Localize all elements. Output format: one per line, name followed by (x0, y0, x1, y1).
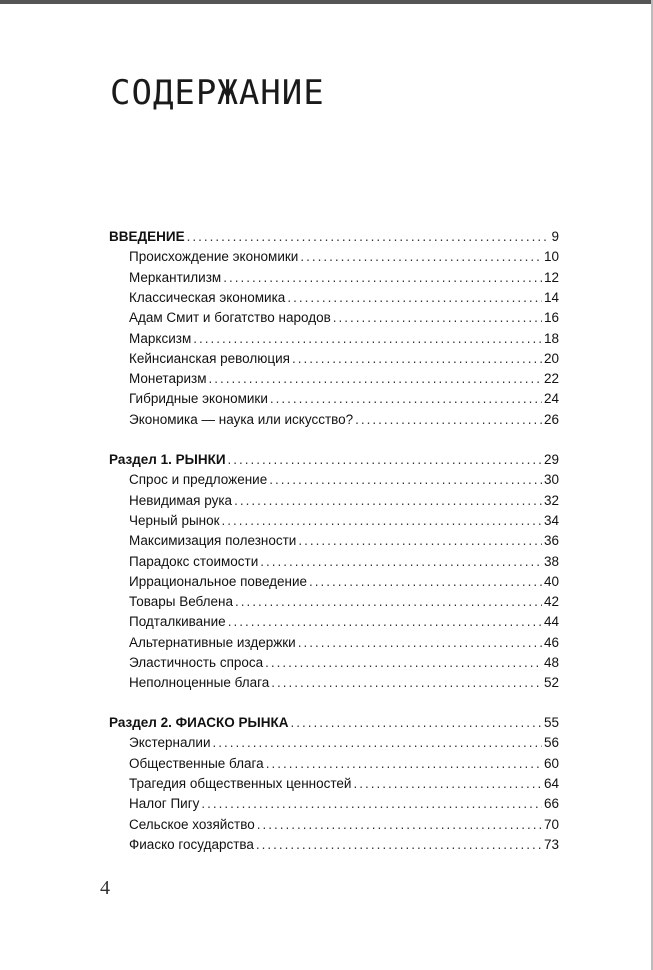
dot-leader (222, 513, 542, 528)
entry-page-number: 29 (543, 452, 559, 467)
toc-section-heading[interactable] (109, 229, 559, 249)
entry-page-number: 60 (543, 756, 559, 771)
dot-leader (292, 351, 542, 366)
entry-page-number: 55 (543, 715, 559, 730)
dot-leader (269, 472, 542, 487)
toc-entry[interactable] (129, 776, 559, 796)
entry-title: Марксизм (129, 331, 192, 346)
entry-title: Трагедия общественных ценностей (129, 776, 352, 791)
dot-leader (309, 574, 542, 589)
dot-leader (187, 229, 550, 244)
dot-leader (256, 837, 542, 852)
dot-leader (208, 371, 541, 386)
entry-page-number: 30 (543, 472, 559, 487)
entry-title: Невидимая рука (129, 493, 233, 508)
entry-title: Кейнсианская революция (129, 351, 290, 366)
entry-page-number: 16 (543, 310, 559, 325)
dot-leader (212, 735, 541, 750)
dot-leader (257, 817, 542, 832)
dot-leader (201, 796, 542, 811)
entry-title: Налог Пигу (129, 796, 200, 811)
entry-page-number: 70 (543, 817, 559, 832)
top-border (0, 0, 653, 4)
entry-title: Гибридные экономики (129, 391, 268, 406)
entry-title: Адам Смит и богатство народов (129, 310, 331, 325)
entry-page-number: 12 (543, 270, 559, 285)
entry-page-number: 48 (543, 655, 559, 670)
dot-leader (228, 452, 542, 467)
entry-title: Подталкивание (129, 614, 226, 629)
toc-entry[interactable] (129, 249, 559, 269)
entry-title: Черный рынок (129, 513, 220, 528)
toc-entry[interactable] (129, 796, 559, 816)
entry-page-number: 20 (543, 351, 559, 366)
toc-entry[interactable] (129, 655, 559, 675)
entry-page-number: 56 (543, 735, 559, 750)
entry-page-number: 22 (543, 371, 559, 386)
entry-page-number: 52 (543, 675, 559, 690)
entry-title: Спрос и предложение (129, 472, 268, 487)
toc-entry[interactable] (129, 493, 559, 513)
toc-entry[interactable] (129, 351, 559, 371)
toc-entry[interactable] (129, 533, 559, 553)
entry-page-number: 9 (551, 229, 559, 244)
dot-leader (298, 635, 542, 650)
toc-entry[interactable] (129, 331, 559, 351)
toc-entry[interactable] (129, 837, 559, 857)
dot-leader (287, 290, 542, 305)
entry-page-number: 38 (543, 554, 559, 569)
entry-title: Товары Веблена (129, 594, 234, 609)
entry-page-number: 73 (543, 837, 559, 852)
dot-leader (300, 249, 542, 264)
entry-title: Неполноценные блага (129, 675, 270, 690)
dot-leader (333, 310, 542, 325)
toc-entry[interactable] (129, 614, 559, 634)
entry-title: Происхождение экономики (129, 249, 299, 264)
entry-page-number: 42 (543, 594, 559, 609)
entry-page-number: 10 (543, 249, 559, 264)
entry-page-number: 40 (543, 574, 559, 589)
dot-leader (270, 391, 542, 406)
entry-page-number: 32 (543, 493, 559, 508)
entry-title: Фиаско государства (129, 837, 254, 852)
entry-title: Экономика — наука или искусство? (129, 412, 354, 427)
entry-page-number: 18 (543, 331, 559, 346)
toc-entry[interactable] (129, 635, 559, 655)
dot-leader (353, 776, 542, 791)
toc-entry[interactable] (129, 513, 559, 533)
entry-title: Эластичность спроса (129, 655, 264, 670)
entry-title: Парадокс стоимости (129, 554, 259, 569)
entry-page-number: 36 (543, 533, 559, 548)
toc-entry[interactable] (129, 412, 559, 432)
dot-leader (193, 331, 542, 346)
dot-leader (234, 493, 542, 508)
entry-title: Меркантилизм (129, 270, 222, 285)
entry-page-number: 34 (543, 513, 559, 528)
toc-entry[interactable] (129, 310, 559, 330)
page-number: 4 (100, 877, 110, 899)
entry-title: Классическая экономика (129, 290, 286, 305)
entry-page-number: 44 (543, 614, 559, 629)
entry-title: Альтернативные издержки (129, 635, 296, 650)
toc-entry[interactable] (129, 756, 559, 776)
toc-entry[interactable] (129, 594, 559, 614)
toc-entry[interactable] (129, 472, 559, 492)
toc-entry[interactable] (129, 735, 559, 755)
dot-leader (266, 756, 542, 771)
entry-title: Общественные блага (129, 756, 264, 771)
dot-leader (260, 554, 542, 569)
entry-page-number: 26 (543, 412, 559, 427)
toc-entry[interactable] (129, 270, 559, 290)
entry-page-number: 46 (543, 635, 559, 650)
entry-title: Максимизация полезности (129, 533, 297, 548)
dot-leader (298, 533, 542, 548)
entry-page-number: 24 (543, 391, 559, 406)
entry-title: ВВЕДЕНИЕ (109, 229, 185, 244)
dot-leader (271, 675, 542, 690)
entry-title: Сельское хозяйство (129, 817, 255, 832)
toc-section-heading[interactable] (109, 452, 559, 472)
dot-leader (228, 614, 542, 629)
dot-leader (290, 715, 542, 730)
toc-entry[interactable] (129, 554, 559, 574)
toc-entry[interactable] (129, 391, 559, 411)
entry-title: Монетаризм (129, 371, 207, 386)
entry-page-number: 64 (543, 776, 559, 791)
entry-page-number: 66 (543, 796, 559, 811)
toc-entry[interactable] (129, 290, 559, 310)
dot-leader (265, 655, 542, 670)
page-title: СОДЕРЖАНИЕ (110, 73, 325, 113)
entry-title: Раздел 2. ФИАСКО РЫНКА (109, 715, 289, 730)
entry-title: Иррациональное поведение (129, 574, 308, 589)
dot-leader (223, 270, 542, 285)
entry-title: Раздел 1. РЫНКИ (109, 452, 226, 467)
dot-leader (235, 594, 542, 609)
toc-section-heading[interactable] (109, 715, 559, 735)
dot-leader (355, 412, 542, 427)
entry-title: Экстерналии (129, 735, 211, 750)
toc-entry[interactable] (129, 817, 559, 837)
toc-entry[interactable] (129, 371, 559, 391)
entry-page-number: 14 (543, 290, 559, 305)
toc-entry[interactable] (129, 675, 559, 695)
toc-entry[interactable] (129, 574, 559, 594)
